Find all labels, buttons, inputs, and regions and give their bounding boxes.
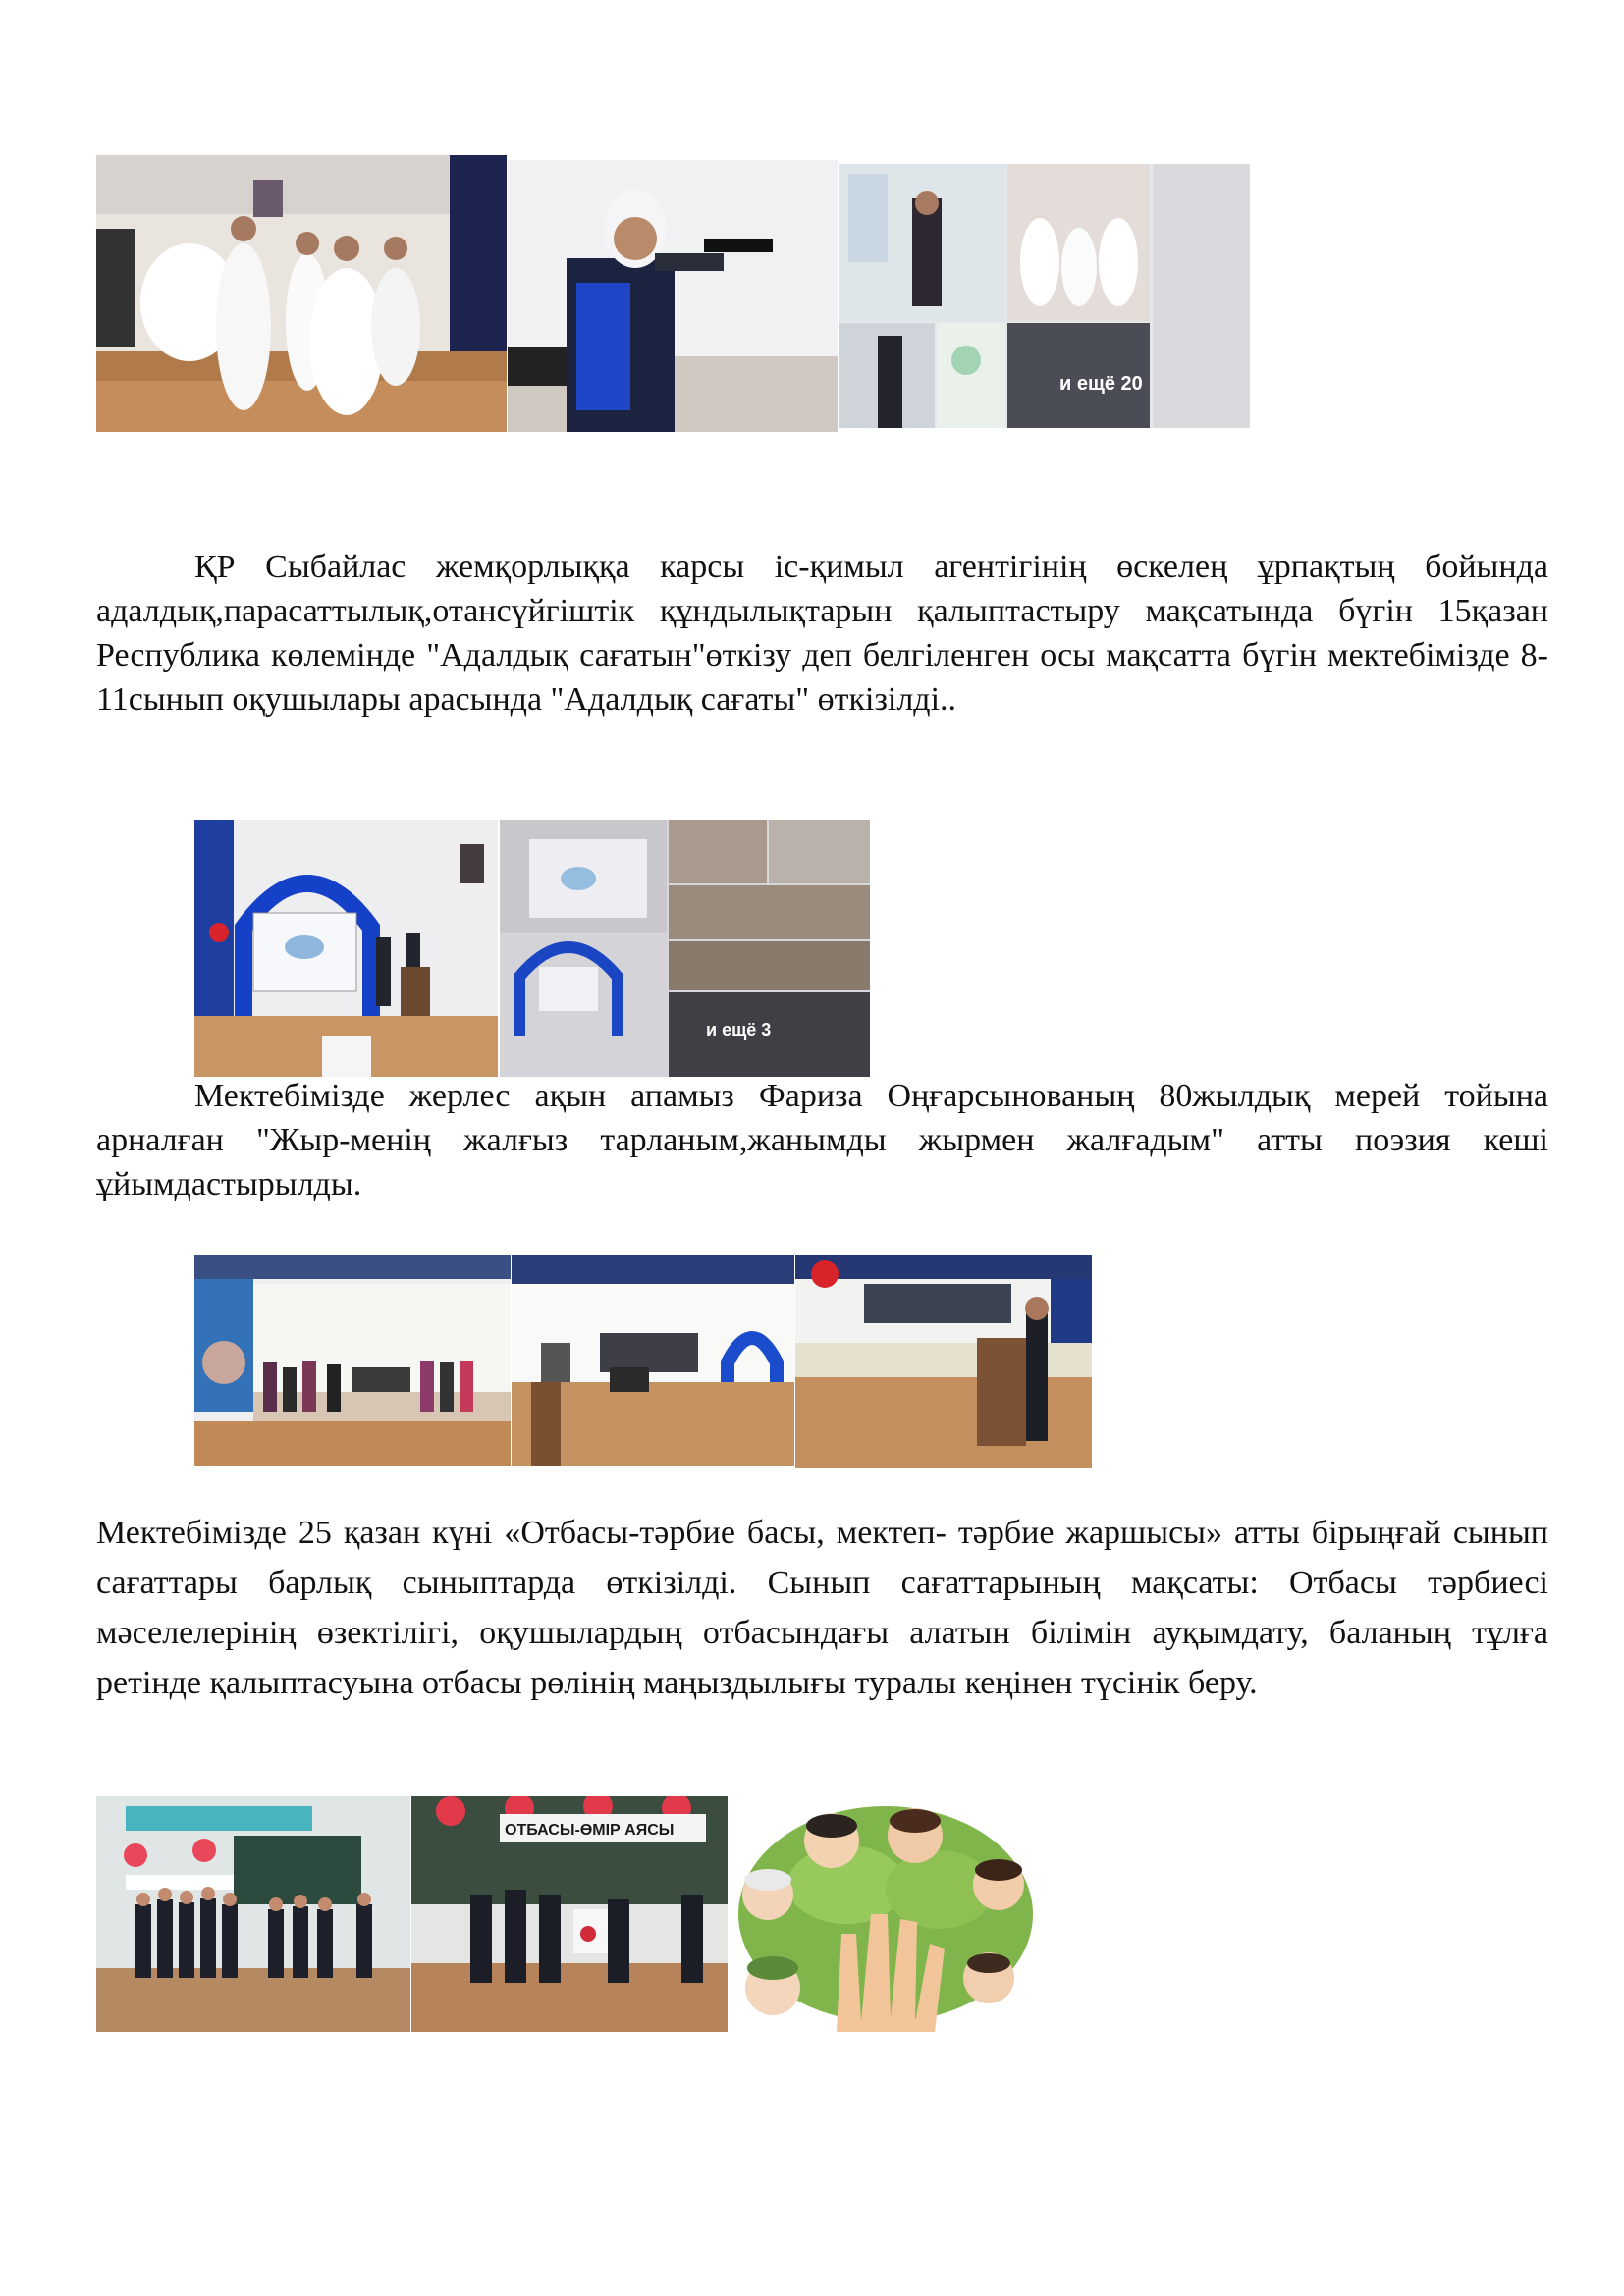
paragraph-honesty-hour: ҚР Сыбайлас жемқорлыққа карсы іс-қимыл агентігінің өскелең ұрпақтың бойында адалдық,парасаттылық,отансүйгіштік құндылықтарын қалыптастыру мақсатында бүгін 15қазан Республика көлемінде "Адалдық сағатын"өткізу деп белгіленген осы мақсатта бүгін мектебімізде 8-11сынып оқушылары арасында "Адалдық сағаты" өткізілді.. xyxy=(96,549,1548,718)
photo-hall-podium xyxy=(512,1255,794,1466)
photo-shooting-girl xyxy=(508,160,838,432)
photo-collage-presentation xyxy=(500,820,870,1077)
banner-text: ОТБАСЫ-ӨМІР АЯСЫ xyxy=(505,1822,675,1839)
paragraph-poetry-evening: Мектебімізде жерлес ақын апамыз Фариза Оңғарсынованың 80жылдық мерей тойына арналған "Жыр-менің жалғыз тарланым,жанымды жырмен жалғадым" атты поэзия кеші ұйымдастырылды. xyxy=(96,1078,1548,1202)
photo-collage-event xyxy=(839,164,1250,428)
more-photos-label-2[interactable]: и ещё 3 xyxy=(706,1020,772,1040)
photo-family-banner-class xyxy=(411,1796,728,2032)
paragraph-family-class-hours: Мектебімізде 25 қазан күні «Отбасы-тәрбие басы, мектеп- тәрбие жаршысы» атты бірыңғай сынып сағаттары барлық сыныптарда өткізілді. Сынып сағаттарының мақсаты: Отбасы тәрбиесі мәселелерінің өзектілігі, оқушылардың отбасындағы алатын білімін ауқымдату, баланың тұлға ретінде қалыптасуына отбасы рөлінің маңыздылығы туралы кеңінен түсінік беру. xyxy=(96,1515,1548,1701)
photo-poetry-stage-group xyxy=(194,1255,511,1466)
photo-class-group xyxy=(96,1796,410,2032)
illustration-family-hand-tree xyxy=(729,1796,1045,2040)
photo-speaker-podium xyxy=(795,1255,1092,1468)
photo-dance-performance xyxy=(96,155,507,432)
photo-presentation-stage xyxy=(194,820,498,1077)
more-photos-label[interactable]: и ещё 20 xyxy=(1059,373,1143,395)
